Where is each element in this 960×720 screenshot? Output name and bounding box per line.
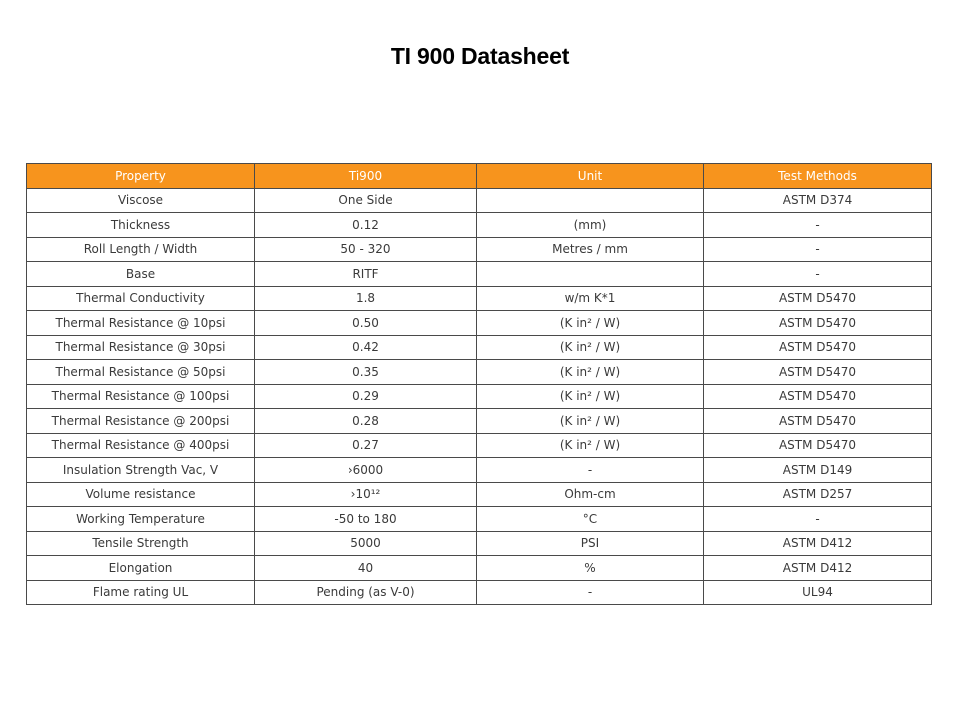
- table-row: [27, 360, 932, 385]
- cell-property: Volume resistance: [27, 482, 255, 507]
- header-row: [27, 164, 932, 189]
- cell-test-method: ASTM D257: [704, 482, 932, 507]
- cell-value: 0.29: [255, 384, 477, 409]
- cell-value: 50 - 320: [255, 237, 477, 262]
- cell-property: Elongation: [27, 556, 255, 581]
- cell-unit: °C: [477, 507, 704, 532]
- cell-test-method: -: [704, 262, 932, 287]
- cell-unit: (K in² / W): [477, 311, 704, 336]
- table-row: [27, 213, 932, 238]
- cell-unit: %: [477, 556, 704, 581]
- cell-test-method: ASTM D5470: [704, 286, 932, 311]
- cell-property: Thermal Resistance @ 400psi: [27, 433, 255, 458]
- cell-unit: Ohm-cm: [477, 482, 704, 507]
- cell-test-method: -: [704, 213, 932, 238]
- table-row: [27, 262, 932, 287]
- cell-value: 40: [255, 556, 477, 581]
- table-row: [27, 311, 932, 336]
- cell-unit: Metres / mm: [477, 237, 704, 262]
- table-row: [27, 286, 932, 311]
- cell-test-method: ASTM D5470: [704, 311, 932, 336]
- cell-unit: (K in² / W): [477, 384, 704, 409]
- cell-test-method: ASTM D5470: [704, 433, 932, 458]
- cell-property: Insulation Strength Vac, V: [27, 458, 255, 483]
- cell-property: Flame rating UL: [27, 580, 255, 605]
- cell-unit: (K in² / W): [477, 335, 704, 360]
- cell-test-method: ASTM D412: [704, 556, 932, 581]
- cell-test-method: ASTM D5470: [704, 335, 932, 360]
- cell-value: Pending (as V-0): [255, 580, 477, 605]
- table-header: [27, 164, 932, 189]
- cell-property: Thermal Resistance @ 200psi: [27, 409, 255, 434]
- cell-property: Thermal Conductivity: [27, 286, 255, 311]
- cell-value: ›6000: [255, 458, 477, 483]
- cell-property: Base: [27, 262, 255, 287]
- table-row: [27, 335, 932, 360]
- column-header-ti900: Ti900: [255, 164, 477, 189]
- cell-test-method: ASTM D149: [704, 458, 932, 483]
- cell-value: ›10¹²: [255, 482, 477, 507]
- table-row: [27, 409, 932, 434]
- column-header-unit: Unit: [477, 164, 704, 189]
- cell-value: One Side: [255, 188, 477, 213]
- cell-property: Thermal Resistance @ 100psi: [27, 384, 255, 409]
- cell-unit: (K in² / W): [477, 433, 704, 458]
- cell-test-method: UL94: [704, 580, 932, 605]
- cell-property: Tensile Strength: [27, 531, 255, 556]
- page-title: TI 900 Datasheet: [390, 43, 570, 69]
- column-header-test-methods: Test Methods: [704, 164, 932, 189]
- cell-property: Thermal Resistance @ 10psi: [27, 311, 255, 336]
- cell-unit: w/m K*1: [477, 286, 704, 311]
- cell-unit: (K in² / W): [477, 360, 704, 385]
- table-row: [27, 531, 932, 556]
- cell-value: RITF: [255, 262, 477, 287]
- table-row: [27, 433, 932, 458]
- column-header-property: Property: [27, 164, 255, 189]
- cell-property: Thermal Resistance @ 30psi: [27, 335, 255, 360]
- cell-unit: PSI: [477, 531, 704, 556]
- cell-value: -50 to 180: [255, 507, 477, 532]
- cell-test-method: ASTM D5470: [704, 384, 932, 409]
- cell-property: Thermal Resistance @ 50psi: [27, 360, 255, 385]
- table-row: [27, 482, 932, 507]
- cell-unit: -: [477, 580, 704, 605]
- table-row: [27, 458, 932, 483]
- cell-value: 0.27: [255, 433, 477, 458]
- cell-value: 0.50: [255, 311, 477, 336]
- datasheet-table: [26, 163, 932, 605]
- table-row: [27, 556, 932, 581]
- table-row: [27, 384, 932, 409]
- cell-test-method: ASTM D412: [704, 531, 932, 556]
- cell-property: Viscose: [27, 188, 255, 213]
- cell-test-method: -: [704, 507, 932, 532]
- table-row: [27, 580, 932, 605]
- cell-test-method: -: [704, 237, 932, 262]
- cell-test-method: ASTM D5470: [704, 409, 932, 434]
- cell-value: 0.42: [255, 335, 477, 360]
- cell-test-method: ASTM D5470: [704, 360, 932, 385]
- table-row: [27, 507, 932, 532]
- cell-unit: [477, 188, 704, 213]
- cell-value: 5000: [255, 531, 477, 556]
- cell-unit: -: [477, 458, 704, 483]
- cell-unit: [477, 262, 704, 287]
- cell-value: 0.12: [255, 213, 477, 238]
- cell-value: 0.28: [255, 409, 477, 434]
- cell-property: Working Temperature: [27, 507, 255, 532]
- cell-unit: (K in² / W): [477, 409, 704, 434]
- cell-unit: (mm): [477, 213, 704, 238]
- cell-value: 1.8: [255, 286, 477, 311]
- table-body: [27, 188, 932, 605]
- table-row: [27, 188, 932, 213]
- cell-test-method: ASTM D374: [704, 188, 932, 213]
- cell-value: 0.35: [255, 360, 477, 385]
- table-row: [27, 237, 932, 262]
- cell-property: Thickness: [27, 213, 255, 238]
- cell-property: Roll Length / Width: [27, 237, 255, 262]
